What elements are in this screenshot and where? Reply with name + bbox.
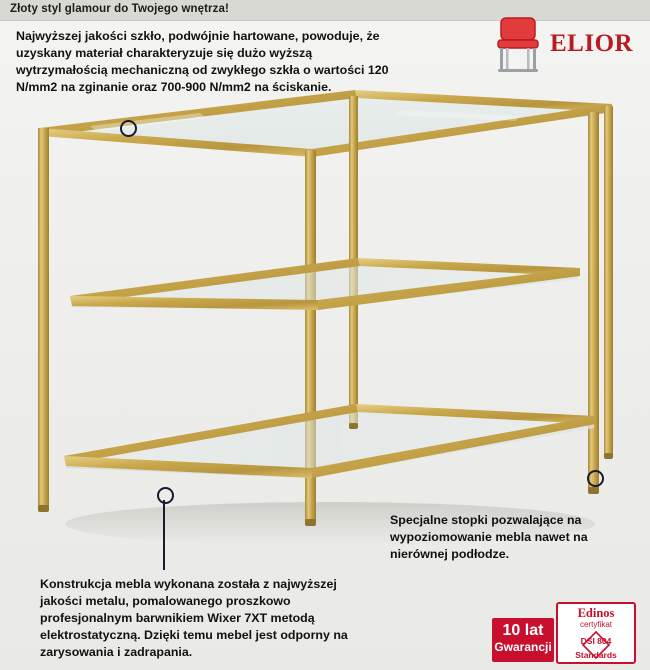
certificate-name: Edinos: [577, 606, 615, 620]
marker-glass: [120, 120, 137, 137]
guarantee-years: 10 lat: [502, 622, 544, 639]
callout-construction-text: Konstrukcja mebla wykonana została z najwyższej jakości metalu, pomalowanego proszkowo profesjonalnym barwnikiem Wixer 7XT metodą elektrostatyczną. Dzięki temu mebel jest odporny na zarysowania i zadrapania.: [40, 577, 348, 659]
certificate-code: DSI 804: [580, 636, 612, 646]
leader-line-construction: [163, 500, 165, 570]
certificate-standard: Standards: [575, 650, 617, 660]
guarantee-label: Gwarancji: [494, 640, 552, 654]
certificate-sub: certyfikat: [579, 620, 612, 629]
marker-feet: [587, 470, 604, 487]
guarantee-badge: [492, 618, 554, 662]
callout-feet-text: Specjalne stopki pozwalające na wypoziomowanie mebla nawet na nierównej podłodze.: [390, 513, 588, 561]
certificate-badge: [556, 602, 636, 664]
callout-glass-text: Najwyższej jakości szkło, podwójnie hartowane, powoduje, że uzyskany materiał charakteryzuje się dużo wyższą wytrzymałością mechaniczną od zwykłego szkła o wartości 120 N/mm2 na zginanie oraz 700-900 N/mm2 na ściskanie.: [16, 29, 389, 94]
brand-logo: [484, 16, 634, 76]
brand-name: ELIOR: [550, 30, 634, 57]
banner-text: Złoty styl glamour do Twojego wnętrza!: [10, 3, 229, 15]
red-chair-icon: [492, 16, 544, 74]
marker-construction: [157, 487, 174, 504]
